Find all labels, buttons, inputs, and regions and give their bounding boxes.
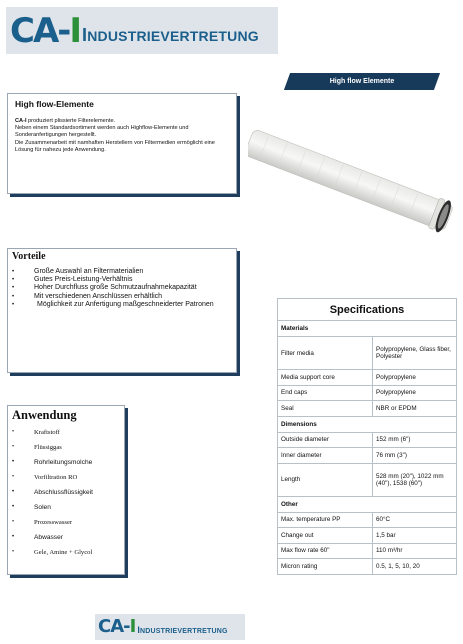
filter-cartridge-image [248, 126, 460, 236]
advantages-title: Vorteile [12, 251, 46, 262]
table-row: Filter media Polypropylene, Glass fiber, Polyester [278, 337, 457, 370]
list-item: • Rohrleitungsmolche [12, 459, 93, 466]
table-row: Length 528 mm (20"), 1022 mm (40"), 1538 (60") [278, 463, 457, 496]
table-row: Inner diameter 76 mm (3") [278, 448, 457, 464]
applications-box [7, 405, 125, 575]
table-section-header: Dimensions [278, 416, 457, 432]
list-item: • Möglichkeit zur Anfertigung maßgeschneiderter Patronen [12, 300, 214, 308]
applications-title: Anwendung [12, 408, 77, 422]
table-row: Micron rating 0.5, 1, 5, 10, 20 [278, 559, 457, 575]
applications-list [12, 429, 120, 564]
list-item: • Vorfiltration RO [12, 474, 78, 481]
specifications-title: Specifications [278, 299, 457, 321]
list-item: • Gutes Preis-Leistung-Verhältnis [12, 276, 133, 284]
list-item: • Abschlussflüssigkeit [12, 489, 94, 496]
list-item: • Abwasser [12, 534, 63, 541]
list-item: • Hoher Durchfluss große Schmutzaufnahmekapazität [12, 284, 197, 292]
company-logo-footer: CA-I INDUSTRIEVERTRETUNG [95, 614, 245, 640]
section-banner-label: High flow Elemente [329, 78, 395, 85]
intro-text: CA-I produziert plissierte Filterelemente. Neben einem Standardsortiment werden auch Highflow-Elemente und Sonderanfertigungen hergestellt. Die Zusammenarbeit mit namhaften Herstellern von Filtermedien ermöglicht eine Lösung für nahezu jede Anwendung. [15, 118, 215, 153]
table-row: Media support core Polypropylene [278, 370, 457, 386]
table-row: Max flow rate 60" 110 m³/hr [278, 543, 457, 559]
table-row: Change out 1,5 bar [278, 528, 457, 544]
table-section-header: Other [278, 496, 457, 512]
list-item: • Große Auswahl an Filtermaterialien [12, 268, 144, 275]
advantages-box [7, 248, 237, 373]
intro-title: High flow-Elemente [15, 99, 94, 109]
advantages-list [12, 268, 232, 309]
list-item: • Mit verschiedenen Anschlüssen erhältlich [12, 292, 163, 300]
table-row: Outside diameter 152 mm (6") [278, 432, 457, 448]
list-item: • Flüssiggas [12, 444, 62, 451]
list-item: • Gele, Amine + Glycol [12, 549, 93, 556]
company-logo: CA-I INDUSTRIEVERTRETUNG [6, 7, 278, 54]
list-item: • Prozesswasser [12, 519, 73, 526]
table-section-header: Materials [278, 321, 457, 337]
list-item: • Kraftstoff [12, 429, 60, 436]
list-item: • Solen [12, 504, 51, 511]
specifications-table [277, 298, 457, 575]
table-row: Max. temperature PP 60°C [278, 512, 457, 528]
intro-box [7, 93, 237, 194]
table-row: Seal NBR or EPDM [278, 401, 457, 417]
table-row: End caps Polypropylene [278, 385, 457, 401]
